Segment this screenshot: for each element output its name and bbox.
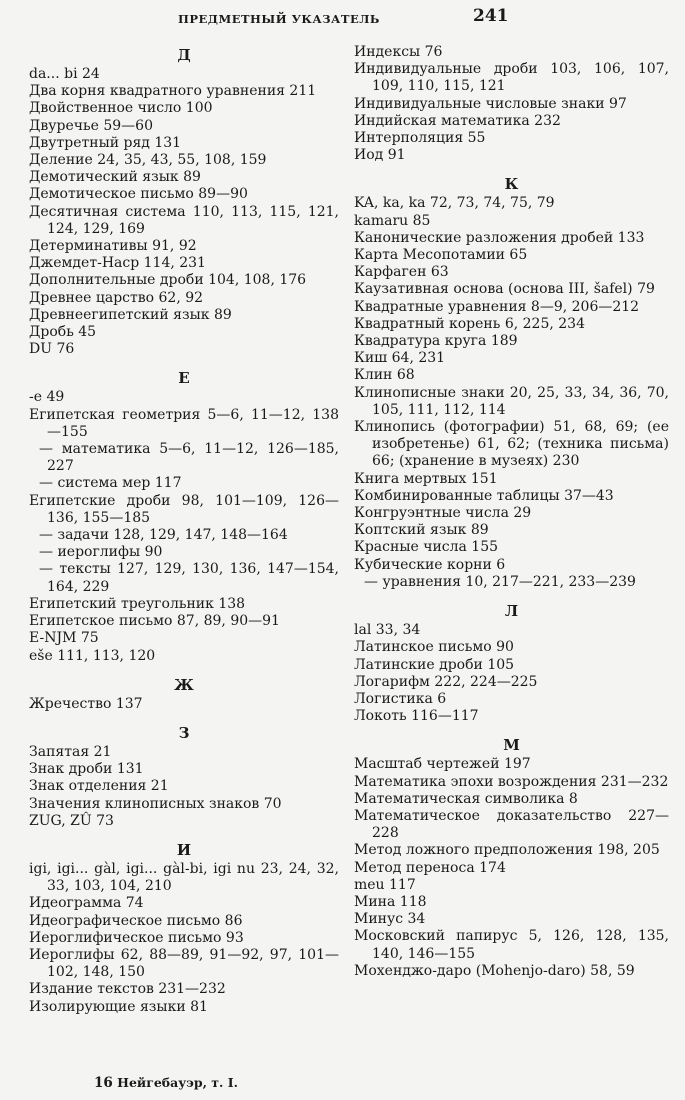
index-entry: Египетские дроби 98, 101—109, 126—136, 155—185: [29, 492, 339, 526]
index-entry: Математическая символика 8: [354, 790, 578, 807]
index-entry: Двуречье 59—60: [29, 117, 153, 134]
index-entry: Индийская математика 232: [354, 112, 561, 129]
index-entry: — иероглифы 90: [39, 544, 163, 561]
index-entry: Жречество 137: [29, 695, 143, 712]
index-entry: Джемдет-Наср 114, 231: [29, 255, 206, 272]
index-entry: Дополнительные дроби 104, 108, 176: [29, 272, 307, 289]
section-letter: М: [503, 736, 520, 755]
index-entry: Логистика 6: [354, 690, 447, 707]
index-entry: Деление 24, 35, 43, 55, 108, 159: [29, 152, 267, 169]
index-entry: Иод 91: [354, 147, 406, 164]
index-entry: Десятичная система 110, 113, 115, 121, 124, 129, 169: [29, 203, 339, 237]
section-letter: З: [178, 723, 190, 742]
index-entry: Коптский язык 89: [354, 522, 489, 539]
index-entry: Египетский треугольник 138: [29, 595, 246, 612]
signature-number: 16: [94, 1075, 113, 1091]
index-entry: Иероглифическое письмо 93: [29, 929, 244, 946]
left-column: [29, 44, 339, 1016]
index-entry: Метод переноса 174: [354, 859, 506, 876]
index-entry: Индивидуальные дроби 103, 106, 107, 109, 110, 115, 121: [354, 61, 669, 95]
index-entry: Индексы 76: [354, 44, 443, 60]
index-entry: Дробь 45: [29, 324, 97, 341]
index-entry: Знак отделения 21: [29, 778, 169, 795]
index-entry: Красные числа 155: [354, 539, 499, 556]
index-entry: Комбинированные таблицы 37—43: [354, 487, 614, 504]
index-entry: Каузативная основа (основа III, šafel) 79: [354, 281, 655, 298]
index-entry: Латинское письмо 90: [354, 639, 514, 656]
section-letter: Ж: [174, 675, 194, 694]
index-entry: Мина 118: [354, 893, 427, 910]
index-entry: Книга мертвых 151: [354, 470, 498, 487]
index-entry: Клинопись (фотографии) 51, 68, 69; (ее изобретенье) 61, 62; (техника письма) 66; (хранение в музеях) 230: [354, 419, 669, 470]
index-entry: — уравнения 10, 217—221, 233—239: [364, 573, 636, 590]
index-entry: Двутретный ряд 131: [29, 134, 182, 151]
index-entry: Карфаген 63: [354, 264, 449, 281]
index-entry: Идеограмма 74: [29, 895, 144, 912]
running-title: ПРЕДМЕТНЫЙ УКАЗАТЕЛЬ: [178, 12, 380, 26]
index-section: [354, 734, 669, 980]
index-entry: KA, ka, ka 72, 73, 74, 75, 79: [354, 195, 555, 212]
index-entry: Латинские дроби 105: [354, 656, 515, 673]
index-entry: eše 111, 113, 120: [29, 647, 156, 664]
index-entry: Московский папирус 5, 126, 128, 135, 140, 146—155: [354, 928, 669, 962]
index-entry: lal 33, 34: [354, 622, 421, 639]
index-entry: Знак дроби 131: [29, 761, 144, 778]
index-entry: Конгруэнтные числа 29: [354, 505, 532, 522]
index-entry: Иероглифы 62, 88—89, 91—92, 97, 101—102, 148, 150: [29, 946, 339, 981]
index-entry: Логарифм 222, 224—225: [354, 673, 538, 690]
page-number: 241: [473, 6, 509, 26]
index-entry: — задачи 128, 129, 147, 148—164: [39, 527, 288, 544]
index-entry: Запятая 21: [29, 743, 112, 760]
index-entry: Двойственное число 100: [29, 100, 213, 117]
section-letter: Д: [177, 46, 191, 64]
index-entry: Египетское письмо 87, 89, 90—91: [29, 613, 280, 630]
index-entry: Квадратура круга 189: [354, 333, 518, 350]
index-section: [354, 600, 669, 725]
page-header: [0, 6, 685, 32]
index-entry: Демотический язык 89: [29, 169, 201, 186]
index-entry: Мохенджо-даро (Mohenjo-daro) 58, 59: [354, 962, 635, 979]
index-entry: Киш 64, 231: [354, 350, 446, 367]
index-entry: Значения клинописных знаков 70: [29, 795, 282, 812]
index-entry: Квадратный корень 6, 225, 234: [354, 315, 585, 332]
index-entry: Минус 34: [354, 911, 426, 928]
index-entry: — система мер 117: [39, 475, 182, 492]
section-letter: К: [504, 175, 519, 194]
index-entry: Клинописные знаки 20, 25, 33, 34, 36, 70, 105, 111, 112, 114: [354, 384, 669, 418]
index-entry: DU 76: [29, 341, 75, 358]
index-entry: Египетская геометрия 5—6, 11—12, 138—155: [29, 406, 339, 440]
index-entry: — тексты 127, 129, 130, 136, 147—154, 164, 229: [39, 561, 339, 595]
index-entry: Детерминативы 91, 92: [29, 238, 197, 255]
index-entry: igi, igi... gàl, igi... gàl-bi, igi nu 23, 24, 32, 33, 103, 104, 210: [29, 860, 339, 895]
index-entry: Клин 68: [354, 367, 415, 384]
index-entry: Древнеегипетский язык 89: [29, 306, 232, 323]
index-entry: Квадратные уравнения 8—9, 206—212: [354, 298, 640, 315]
index-entry: da... bi 24: [29, 66, 100, 82]
signature-text: Нейгебауэр, т. I.: [117, 1075, 238, 1090]
section-letter: И: [176, 840, 192, 859]
index-entry: Локоть 116—117: [354, 708, 479, 725]
index-section: [29, 722, 339, 830]
index-section: [29, 839, 339, 1016]
section-letter: Е: [178, 369, 190, 388]
index-section: [29, 367, 339, 664]
printer-signature: [94, 1075, 238, 1091]
index-entry: Индивидуальные числовые знаки 97: [354, 95, 627, 112]
index-entry: Идеографическое письмо 86: [29, 912, 243, 929]
index-entry: Два корня квадратного уравнения 211: [29, 83, 317, 100]
index-entry: Демотическое письмо 89—90: [29, 186, 248, 203]
index-entry: Кубические корни 6: [354, 556, 506, 573]
index-entry: meu 117: [354, 876, 416, 893]
index-entry: Математическое доказательство 227—228: [354, 807, 669, 842]
index-entry: Древнее царство 62, 92: [29, 289, 204, 306]
index-entry: Интерполяция 55: [354, 130, 486, 147]
index-entry: Метод ложного предположения 198, 205: [354, 842, 660, 859]
index-section: [354, 173, 669, 591]
index-entry: Математика эпохи возрождения 231—232: [354, 773, 669, 790]
index-entry: — математика 5—6, 11—12, 126—185, 227: [39, 441, 339, 475]
index-entry: Канонические разложения дробей 133: [354, 229, 645, 246]
index-entry: Изолирующие языки 81: [29, 998, 208, 1015]
index-entry: Издание текстов 231—232: [29, 981, 226, 998]
index-section: [29, 674, 339, 713]
right-column: [354, 44, 669, 980]
index-entry: E-NJM 75: [29, 630, 99, 647]
index-entry: -e 49: [29, 389, 65, 406]
index-entry: kamaru 85: [354, 212, 431, 229]
index-entry: Карта Месопотамии 65: [354, 247, 528, 264]
index-entry: Масштаб чертежей 197: [354, 756, 531, 773]
index-section: [29, 44, 339, 358]
section-letter: Л: [504, 602, 519, 621]
index-entry: ZUG, ZÛ 73: [29, 812, 114, 829]
